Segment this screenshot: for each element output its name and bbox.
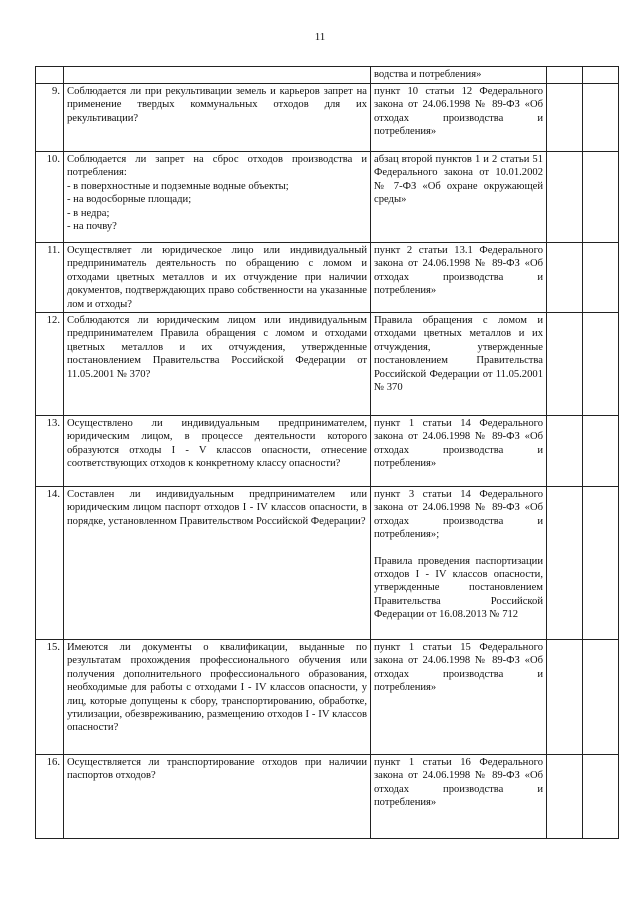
row-number-cell: 14.: [36, 487, 64, 640]
reference-cell: [371, 416, 547, 487]
row-number-cell: 12.: [36, 313, 64, 416]
reference-text: пункт 1 статьи 14 Федерального закона от 24.06.1998 № 89-ФЗ «Об отходах производства и потребления»: [374, 418, 543, 470]
note-cell: [583, 243, 619, 313]
question-cell: Соблюдается ли при рекультивации земель и карьеров запрет на применение твердых коммунальных отходов для их рекультивации?: [64, 84, 371, 152]
reference-cell: [371, 243, 547, 313]
reference-cell: [371, 152, 547, 243]
note-cell: [583, 67, 619, 84]
row-number-cell: 13.: [36, 416, 64, 487]
table-row: [36, 313, 619, 416]
question-cell: Осуществляется ли транспортирование отходов при наличии паспортов отходов?: [64, 755, 371, 839]
question-cell: Имеются ли документы о квалификации, выданные по результатам прохождения профессионального обучения или получения дополнительного профессионального образования, необходимые для работы с отходами I - IV классов опасности, у лиц, которые допущены к сбору, транспортированию, обработке, утилизации, обезвреживанию, размещению отходов I - IV классов опасности?: [64, 640, 371, 755]
note-cell: [583, 487, 619, 640]
answer-cell: [547, 67, 583, 84]
table-row: [36, 755, 619, 839]
row-number-cell: 9.: [36, 84, 64, 152]
reference-cell: [371, 755, 547, 839]
question-cell: [64, 67, 371, 84]
reference-cell: [371, 313, 547, 416]
question-cell: Соблюдается ли запрет на сброс отходов производства и потребления: - в поверхностные и подземные водные объекты; - на водосборные площади; - в недра; - на почву?: [64, 152, 371, 243]
requirements-table: [35, 66, 619, 839]
question-cell: Осуществлено ли индивидуальным предпринимателем, юридическим лицом, в процессе деятельности которого образуются отходы I - V классов опасности, отнесение соответствующих отходов к конкретному классу опасности?: [64, 416, 371, 487]
answer-cell: [547, 640, 583, 755]
reference-text: Правила обращения с ломом и отходами цветных металлов и их отчуждения, утвержденные постановлением Правительства Российской Федерации от 11.05.2001 № 370: [374, 315, 543, 394]
note-cell: [583, 416, 619, 487]
reference-text: пункт 2 статьи 13.1 Федерального закона от 24.06.1998 № 89-ФЗ «Об отходах производства и потребления»: [374, 245, 543, 297]
table-row: [36, 152, 619, 243]
question-cell: Осуществляет ли юридическое лицо или индивидуальный предприниматель деятельность по обращению с ломом и отходами цветных металлов и их отчуждение при наличии документов, подтверждающих право собственности на указанные лом и отходы?: [64, 243, 371, 313]
row-number-cell: 11.: [36, 243, 64, 313]
table-row: [36, 84, 619, 152]
answer-cell: [547, 243, 583, 313]
reference-cell: [371, 640, 547, 755]
answer-cell: [547, 487, 583, 640]
table-row-continuation: [36, 67, 619, 84]
answer-cell: [547, 313, 583, 416]
row-number-cell: 10.: [36, 152, 64, 243]
table-row: [36, 243, 619, 313]
note-cell: [583, 640, 619, 755]
table-row: [36, 416, 619, 487]
reference-text: пункт 1 статьи 16 Федерального закона от 24.06.1998 № 89-ФЗ «Об отходах производства и потребления»: [374, 757, 543, 809]
reference-text: пункт 1 статьи 15 Федерального закона от 24.06.1998 № 89-ФЗ «Об отходах производства и потребления»: [374, 642, 543, 694]
question-cell: Соблюдаются ли юридическим лицом или индивидуальным предпринимателем Правила обращения с ломом и отходами цветных металлов и их отчуждения, утвержденные постановлением Правительства Российской Федерации от 11.05.2001 № 370?: [64, 313, 371, 416]
row-number-cell: [36, 67, 64, 84]
page-number: 11: [314, 31, 326, 43]
reference-text: Правила проведения паспортизации отходов I - IV классов опасности, утвержденные постановлением Правительства Российской Федерации от 16.08.2013 № 712: [374, 555, 543, 621]
answer-cell: [547, 416, 583, 487]
note-cell: [583, 84, 619, 152]
reference-cell: [371, 67, 547, 84]
note-cell: [583, 152, 619, 243]
reference-text: водства и потребления»: [374, 69, 482, 80]
answer-cell: [547, 755, 583, 839]
table-row: [36, 487, 619, 640]
answer-cell: [547, 152, 583, 243]
reference-text: пункт 10 статьи 12 Федерального закона от 24.06.1998 № 89-ФЗ «Об отходах производства и потребления»: [374, 86, 543, 138]
note-cell: [583, 755, 619, 839]
note-cell: [583, 313, 619, 416]
row-number-cell: 16.: [36, 755, 64, 839]
reference-text: абзац второй пунктов 1 и 2 статьи 51 Федерального закона от 10.01.2002 № 7-ФЗ «Об охране окружающей среды»: [374, 154, 543, 206]
answer-cell: [547, 84, 583, 152]
reference-cell: [371, 84, 547, 152]
row-number-cell: 15.: [36, 640, 64, 755]
reference-cell: [371, 487, 547, 640]
reference-text: пункт 3 статьи 14 Федерального закона от 24.06.1998 № 89-ФЗ «Об отходах производства и потребления»;: [374, 489, 543, 541]
table-row: [36, 640, 619, 755]
question-cell: Составлен ли индивидуальным предпринимателем или юридическим лицом паспорт отходов I - IV классов опасности, в порядке, установленном Правительством Российской Федерации?: [64, 487, 371, 640]
